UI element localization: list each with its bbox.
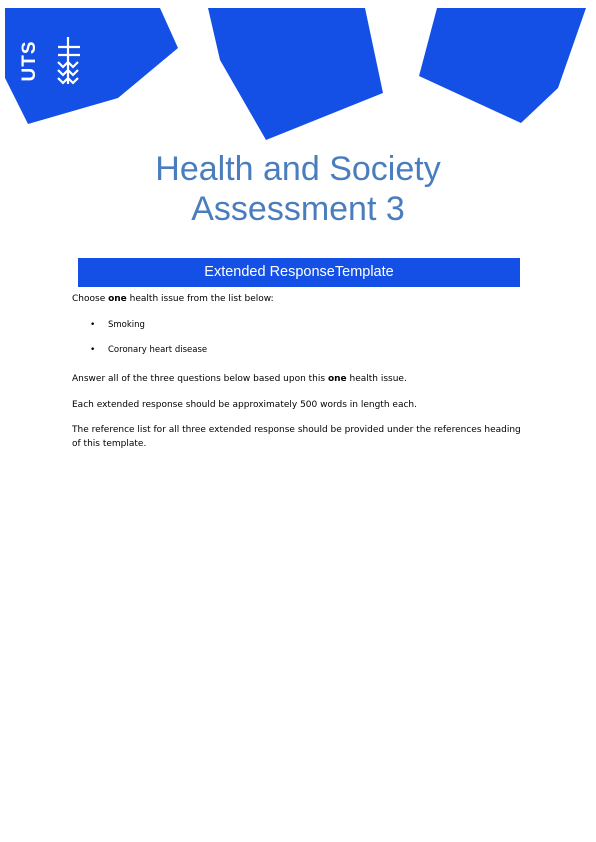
reference-note: The reference list for all three extended response should be provided under the references heading of this template. [72,425,521,449]
answer-prefix: Answer all of the three questions below based upon this [72,374,328,384]
template-banner: Extended ResponseTemplate [78,258,520,287]
bullet-icon: • [90,320,96,330]
answer-suffix: health issue. [346,374,407,384]
title-line-1: Health and Society [155,150,441,188]
uts-logo-text: UTS [19,40,40,82]
choose-suffix: health issue from the list below: [126,294,274,304]
choose-emphasis: one [108,294,127,304]
decorative-shape-right [419,8,586,123]
decorative-shape-center [208,8,383,140]
header-decoration [0,0,596,160]
title-line-2: Assessment 3 [191,190,405,228]
list-item [90,319,145,331]
choose-prefix: Choose [72,294,109,304]
answer-instruction [72,372,524,386]
issue-coronary-heart-disease: Coronary heart disease [108,345,208,355]
issue-smoking: Smoking [108,320,145,330]
choose-instruction [72,292,524,306]
bullet-icon: • [90,345,96,355]
page-title [0,149,596,229]
list-item [90,344,207,356]
length-note: Each extended response should be approximately 500 words in length each. [72,400,417,410]
answer-emphasis: one [327,374,347,384]
